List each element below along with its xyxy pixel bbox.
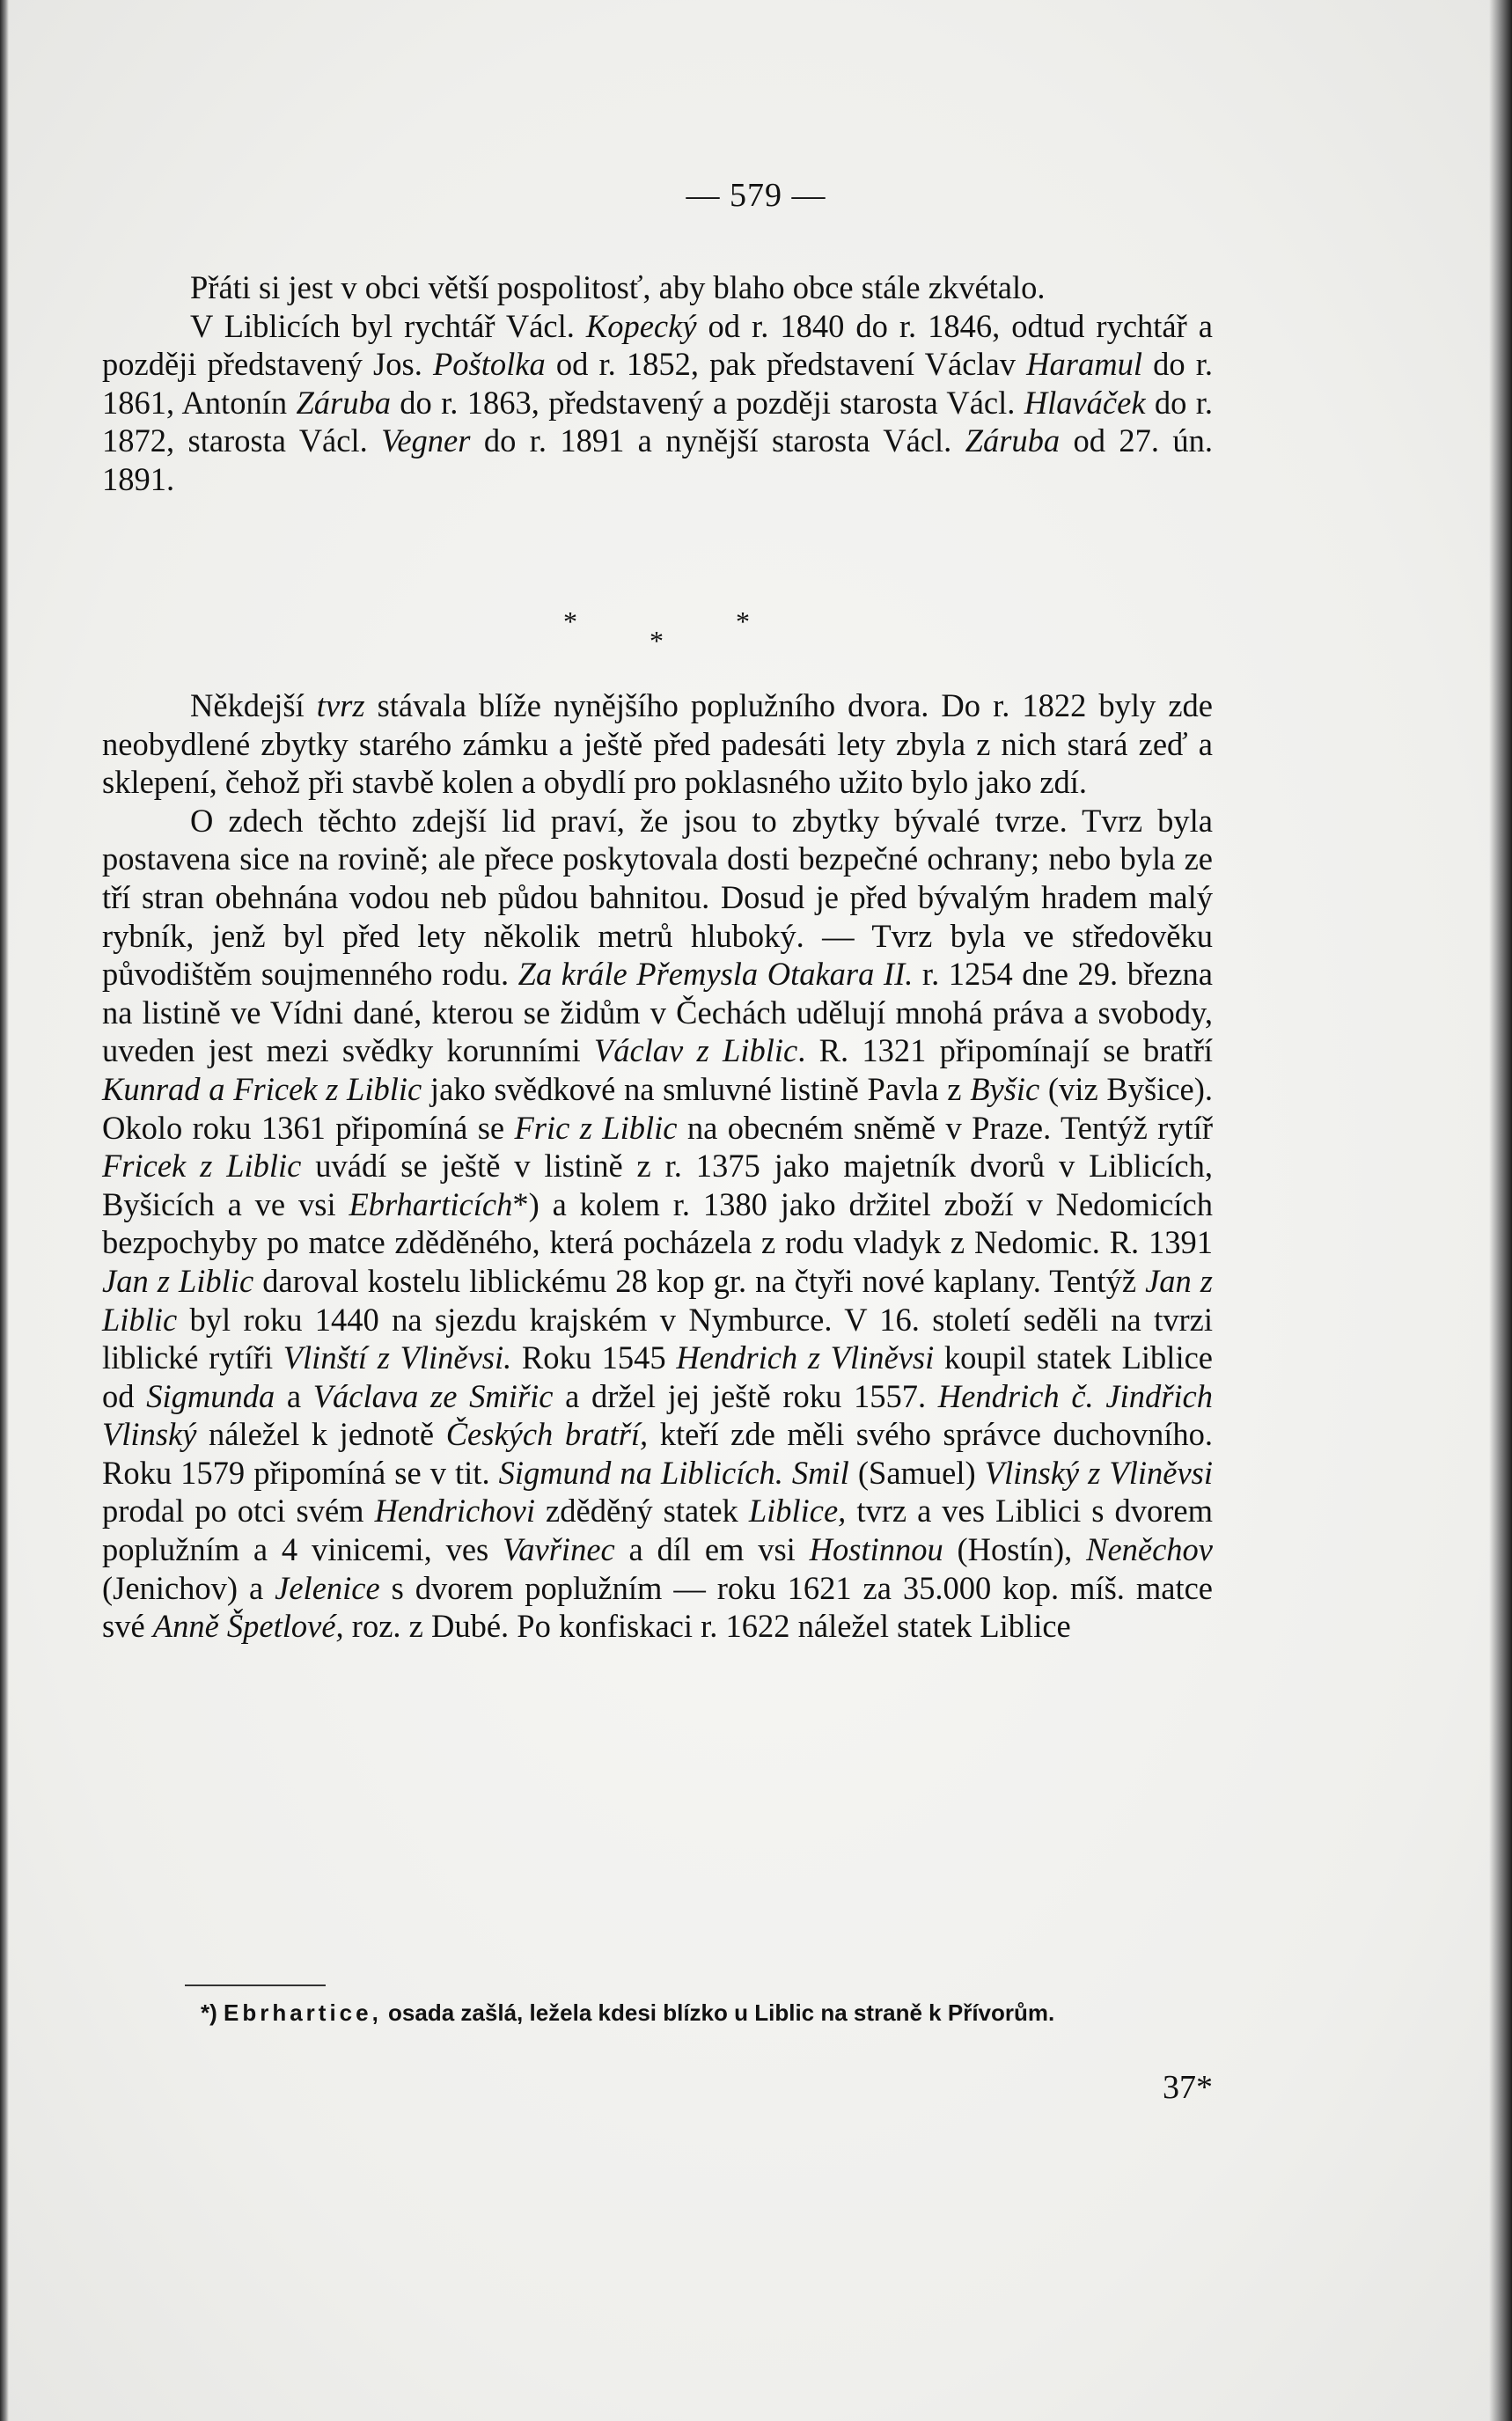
text-block-top <box>102 268 1213 499</box>
paragraph-tvrz: Někdejší tvrz stávala blíže nynějšího poplužního dvora. Do r. 1822 byly zde neobydlené zbytky starého zámku a ještě před padesáti lety zbyla z nich stará zeď a sklepení, čehož při stavbě kolen a obydlí pro poklasného užito bylo jako zdí. <box>102 687 1214 801</box>
scan-edge-left <box>0 0 9 2421</box>
page-number: — 579 — <box>686 177 826 214</box>
name-vegner: Vegner <box>381 422 471 459</box>
footnote-ref: *) a kolem r. 1380 jako držitel zboží v Nedomicích bezpochyby po matce zděděného, která pocházela z rodu vladyk z Nedomic. R. 1391 <box>102 1185 1213 1261</box>
paragraph-mayors: V Liblicích byl rychtář Václ. Kopecký od r. 1840 do r. 1846, odtud rychtář a později představený Jos. Poštolka od r. 1852, pak představení Václav Haramul do r. 1861, Antonín Záruba do r. 1863, představený a později starosta Václ. Hlaváček do r. 1872, starosta Václ. Vegner do r. 1891 a nynější starosta Václ. Záruba od 27. ún. 1891. <box>102 307 1214 497</box>
section-separator <box>0 607 1512 660</box>
footnote-term: Ebrhartice, <box>224 1999 382 2026</box>
name-kopecky: Kopecký <box>585 307 697 344</box>
separator-star: * <box>563 605 577 637</box>
footnote: *) Ebrhartice, osada zašlá, ležela kdesi blízko u Liblic na straně k Přívorům. <box>201 1999 1055 2026</box>
term-tvrz: tvrz <box>316 687 365 723</box>
separator-star: * <box>736 605 750 637</box>
paragraph: Přáti si jest v obci větší pospolitosť, aby blaho obce stále zkvétalo. <box>190 269 1046 305</box>
footnote-rule <box>185 1984 326 1986</box>
name-postolka: Poštolka <box>432 346 546 383</box>
name-hlavacek: Hlaváček <box>1024 384 1146 421</box>
separator-star: * <box>650 625 664 657</box>
paragraph-history: O zdech těchto zdejší lid praví, že jsou to zbytky bývalé tvrze. Tvrz byla postavena sice na rovině; ale přece poskytovala dosti bezpečné ochrany; nebo byla ze tří stran obehnána vodou neb půdou bahnitou. Dosud je před bývalým hradem malý rybník, jenž byl před lety několik metrů hluboký. — Tvrz byla ve středověku původištěm soujmenného rodu. Za krále Přemysla Otakara II. r. 1254 dne 29. března na listině ve Vídni dané, kterou se židům v Čechách udělují mnohá práva a svobody, uveden jest mezi svědky korunními Václav z Liblic. R. 1321 připomínají se bratří Kunrad a Fricek z Liblic jako svědkové na smluvné listině Pavla z Byšic (viz Byšice). Okolo roku 1361 připomíná se Fric z Liblic na obecném sněmě v Praze. Tentýž rytíř Fricek z Liblic uvádí se ještě v listině z r. 1375 jako majetník dvorů v Liblicích, Byšicích a ve vsi Ebrharticích*) a kolem r. 1380 jako držitel zboží v Nedomicích bezpochyby po matce zděděného, která pocházela z rodu vladyk z Nedomic. R. 1391 Jan z Liblic daroval kostelu liblickému 28 kop gr. na čtyři nové kaplany. Tentýž Jan z Liblic byl roku 1440 na sjezdu krajském v Nymburce. V 16. století seděli na tvrzi liblické rytíři Vlinští z Vliněvsi. Roku 1545 Hendrich z Vliněvsi koupil statek Liblice od Sigmunda a Václava ze Smiřic a držel jej ještě roku 1557. Hendrich č. Jindřich Vlinský náležel k jednotě Českých bratří, kteří zde měli svého správce duchovního. Roku 1579 připomíná se v tit. Sigmund na Liblicích. Smil (Samuel) Vlinský z Vliněvsi prodal po otci svém Hendrichovi zděděný statek Liblice, tvrz a ves Liblici s dvorem poplužním a 4 vinicemi, ves Vavřinec a díl em vsi Hostinnou (Hostín), Neněchov (Jenichov) a Jelenice s dvorem poplužním — roku 1621 za 35.000 kop. míš. matce své Anně Špetlové, roz. z Dubé. Po konfiskaci r. 1622 náležel statek Liblice <box>102 802 1214 1645</box>
printer-signature: 37* <box>1163 2069 1213 2106</box>
name-zaruba-2: Záruba <box>965 422 1061 459</box>
scan-edge-right <box>1489 0 1512 2421</box>
name-haramul: Haramul <box>1026 346 1142 383</box>
name-zaruba: Záruba <box>296 384 391 421</box>
text-block-main <box>102 686 1213 1646</box>
